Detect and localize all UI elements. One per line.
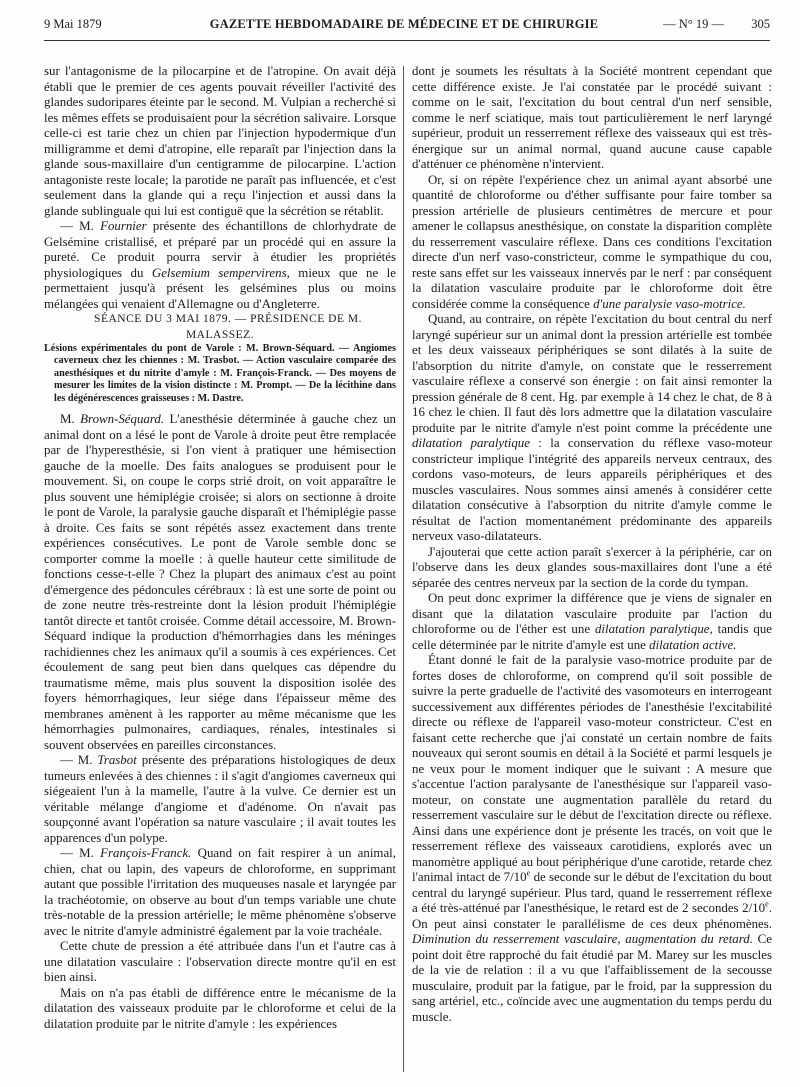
- superscript: e: [526, 868, 531, 878]
- paragraph-continuation: [44, 64, 396, 219]
- paragraph: [412, 591, 772, 653]
- paragraph: [412, 545, 772, 592]
- paragraph: [412, 653, 772, 1025]
- right-column: [412, 64, 772, 1076]
- paragraph: [412, 312, 772, 545]
- text-run: présente des préparations histologiques de deux tumeurs enlevées à des chiennes : il s'agit d'angiomes caverneux qui siégeaient l'un à la mamelle, l'autre à la vulve. Ce dernier est un véritable mélange d'angiome et d'adénome. On n'avait pas soupçonné avant l'opération sa nature vasculaire ; il avait toutes les apparences d'un polype.: [44, 753, 396, 845]
- issue-date: 9 Mai 1879: [44, 17, 102, 31]
- italic-run: dilatation paralytique: [412, 436, 530, 450]
- paragraph: [412, 173, 772, 313]
- text-run: J'ajouterai que cette action paraît s'exercer à la périphérie, car on l'observe dans les deux glandes sous-maxillaires dont l'une a été séparée des centres nerveux par la section de la corde du tympan.: [412, 544, 772, 590]
- paragraph-brown-sequard: [44, 412, 396, 753]
- text-run: présente des échantillons de chlorhydrate de Gelsémine cristallisé, et préparé par un procédé qui en assure la pureté. Ce produit pourra servir à étudier les propriétés physiologiques du: [44, 219, 396, 280]
- paragraph: [44, 986, 396, 1033]
- text-run: mieux que ne le permettaient jusqu'à présent les gelsémines plus ou moins mélangées qui venaient d'Allemagne ou d'Angleterre.: [44, 265, 396, 311]
- italic-run: Brown-Séquard.: [80, 412, 165, 427]
- italic-run: dilatation paralytique,: [594, 622, 713, 636]
- text-run: Quand, au contraire, on répète l'excitation du bout central du nerf laryngé supérieur sur un animal dont la pression artérielle est tombée et les deux vaisseaux périphériques se sont dilatés à la suite de l'absorption du nitrite d'amyle, on constate que le resserrement vasculaire réflexe a conservé son énergie : on fait ainsi remonter la pression générale de 8 cent. Hg. par exemple à 14 chez le chat, de 8 à 16 chez le chien. Il faut dès lors admettre que la dilatation vasculaire produite par le nitrite d'amyle n'est point comme la précédente une: [412, 312, 772, 435]
- text-run: Ce point doit être rapproché du fait étudié par M. Marey sur les muscles de la vie de relation : il a vu que l'affaiblissement de la secousse musculaire, produit par la fatigue, par le froid, par la suppression du sang artériel, etc., coïncide avec une augmentation du temps perdu du muscle.: [412, 932, 772, 1024]
- text-run: — M.: [60, 846, 101, 861]
- text-run: de seconde sur le début de l'excitation du bout central du laryngé supérieur. Plus tard, quand le resserrement réflexe a été très-atténué par l'anesthésique, le retard est de 2 secondes 2/10: [412, 870, 772, 915]
- italic-run: Fournier: [100, 219, 147, 233]
- text-run: Mais on n'a pas établi de différence entre le mécanisme de la dilatation des vaisseaux produite par le chloroforme et celui de la dilatation produite par le nitrite d'amyle : les expériences: [44, 985, 396, 1031]
- italic-run: dilatation active.: [649, 637, 737, 652]
- paragraph-continuation: [412, 64, 772, 173]
- session-heading: SÉANCE DU 3 MAI 1879. — PRÉSIDENCE DE M. MALASSEZ.: [94, 313, 362, 341]
- text-run: Or, si on répète l'expérience chez un animal ayant absorbé une quantité de chloroforme ou d'éther suffisante pour faire tomber sa pression artérielle de plusieurs centimètres de mercure et pour amener le collapsus anesthésique, on constate la disparition complète du resserrement vasculaire réflexe. Dans ces conditions l'excitation directe d'un nerf vaso-constricteur, comme le sympathique du cou, reste sans effet sur les vaisseaux innervés par le nerf : par conséquent la dilatation vasculaire produite par le chloroforme doit être considérée comme la conséquence: [412, 172, 772, 311]
- issue-number: — N° 19 —: [663, 17, 724, 31]
- text-run: On peut donc exprimer la différence que je viens de signaler en disant que la dilatation vasculaire produite par l'action du chloroforme ou de l'éther est une: [412, 591, 772, 636]
- page-number: 305: [751, 17, 770, 31]
- text-run: : la conservation du réflexe vaso-moteur constricteur implique l'intégrité des appareils nerveux centraux, des cordons vaso-moteurs, de leurs appareils périphériques et des muscles vasculaires. Nous sommes ainsi amenés à considérer cette dilatation consécutive à l'absorption du nitrite d'amyle comme le résultat de l'action momentanément prédominante des appareils nerveux vaso-dilatateurs.: [412, 436, 772, 543]
- text-run: L'anesthésie déterminée à gauche chez un animal dont on a lésé le pont de Varole à droite peut être remplacée par de l'hyperesthésie, si l'on vient à pratiquer une hémisection gauche de la moelle. Des faits analogues se produisent pour le mouvement. Si, on coupe le corps strié droit, on voit apparaître le plus souvent une hémiplégie croisée; si alors on sectionne à droite le pont de Varole, la paralysie gauche disparaît et l'hémiplégie passe à droite. Ces faits se sont répétés assez exactement dans trente expériences consécutives. Le pont de Varole semble donc se comporter comme la moelle : à quelle hauteur cette similitude de fonctions cesse-t-elle ? Chez la plupart des animaux c'est au point d'émergence des pédoncules cérébraux : là est une sorte de point ou de zone neutre très-restreinte dont la lésion produit l'hémiplégie tantôt directe et tantôt croisée. Comme détail accessoire, M. Brown-Séquard indique la production d'hémorrhagies dans les méninges rachidiennes chez les animaux qu'il a soumis à ces expériences. Cet écoulement de sang peut bien dans quelques cas dépendre du traumatisme même, mais plus souvent la disposition isolée des foyers hémorrhagiques, leur siége dans l'épaisseur même des membranes amènent à les rapporter au même mécanisme que les hémorrhagies pulmonaires, cardiaques, rénales, intestinales si souvent observées en pareilles circonstances.: [44, 412, 396, 752]
- text-run: Quand on fait respirer à un animal, chien, chat ou lapin, des vapeurs de chloroforme, en supprimant autant que possible l'irritation des muqueuses nasale et laryngée par la trachéotomie, on observe au bout d'un temps variable une chute très-notable de la pression artérielle; le même phénomène s'observe avec le nitrite d'amyle administré également par la voie trachéale.: [44, 846, 396, 938]
- text-run: Étant donné le fait de la paralysie vaso-motrice produite par de fortes doses de chloroforme, on comprend qu'il soit possible de suivre la perte graduelle de l'activité des vasomoteurs en interrogeant successivement aux différentes périodes de l'anesthésie l'excitabilité directe ou réflexe de l'appareil vaso-moteur constricteur. C'est en faisant cette recherche que j'ai constaté un certain nombre de faits nouveaux qui seront soumis en détail à la Société et parmi lesquels je ne veux pour le moment indiquer que le suivant : A mesure que s'accentue l'action paralysante de l'anesthésique sur l'appareil vaso-moteur, on constate une augmentation parallèle du retard du resserrement vasculaire sur le début de l'excitation directe ou réflexe. Ainsi dans une expérience dont je présente les tracés, on voit que le resserrement réflexe des vaisseaux carotidiens, explorés avec un manomètre appliqué au bout périphérique d'une carotide, retarde chez l'animal intact de 7/10: [412, 653, 772, 884]
- column-divider: [403, 66, 404, 1072]
- session-summary: Lésions expérimentales du pont de Varole : M. Brown-Séquard. — Angiomes caverneux chez les chiennes : M. Trasbot. — Action vasculaire comparée des anesthésiques et du nitrite d'amyle : M. François-Franck. — Des moyens de mesurer les limites de la vision distincte : M. Prompt. — De la lécithine dans les dégénérescences graisseuses : M. Dastre.: [44, 343, 396, 404]
- italic-run: Gelsemium sempervirens,: [151, 265, 290, 280]
- italic-run: Trasbot: [97, 753, 137, 768]
- left-column: [44, 64, 396, 1076]
- text-run: . On peut ainsi constater le parallélisme de ces deux phénomènes.: [412, 901, 772, 931]
- text-run: sur l'antagonisme de la pilocarpine et de l'atropine. On avait déjà établi que le premier de ces agents pouvait réveiller l'activité des glandes sudoripares éteinte par le second. M. Vulpian a recherché si les mêmes effets se produisaient pour la sécrétion salivaire. Lorsque celle-ci est tarie chez un chien par l'injection hypodermique d'un milligramme et demi d'atropine, elle reparaît par l'injection dans la glande sous-maxillaire d'un centigramme de pilocarpine. L'action antagoniste reste locale; la parotide ne paraît pas influencée, et c'est seulement dans la glande qui a reçu l'injection et aussi dans la glande sublinguale qui lui est contiguë que la sécrétion se rétablit.: [44, 64, 396, 218]
- paragraph-trasbot: [44, 753, 396, 846]
- journal-title: GAZETTE HEBDOMADAIRE DE MÉDECINE ET DE CHIRURGIE: [209, 17, 599, 31]
- italic-run: François-Franck.: [100, 846, 192, 861]
- header-rule: [44, 40, 770, 41]
- paragraph-fournier: [44, 219, 396, 312]
- paragraph: [44, 939, 396, 986]
- text-run: — M.: [60, 753, 98, 768]
- italic-run: Diminution du resserrement vasculaire, augmentation du retard.: [412, 932, 753, 946]
- running-header: [44, 14, 770, 34]
- paragraph-francois-franck: [44, 846, 396, 939]
- text-run: dont je soumets les résultats à la Société montrent cependant que cette différence existe. Je l'ai constatée par le procédé suivant : comme on le sait, l'excitation du bout central d'un nerf sensible, comme le nerf sciatique, mais tout particulièrement le nerf laryngé supérieur, produit un resserrement réflexe des vaisseaux qui est très-énergique sur un animal normal, quand aucune cause capable d'atténuer ce phénomène n'intervient.: [412, 64, 772, 171]
- text-run: — M.: [60, 219, 101, 233]
- superscript: e: [765, 899, 769, 909]
- italic-run: d'une paralysie vaso-motrice.: [593, 296, 746, 311]
- text-run: Cette chute de pression a été attribuée dans l'un et l'autre cas à une dilatation vasculaire : l'observation directe montre qu'il en est bien ainsi.: [44, 939, 396, 985]
- text-run: tandis que celle déterminée par le nitrite d'amyle est une: [412, 622, 772, 652]
- text-run: M.: [60, 412, 81, 427]
